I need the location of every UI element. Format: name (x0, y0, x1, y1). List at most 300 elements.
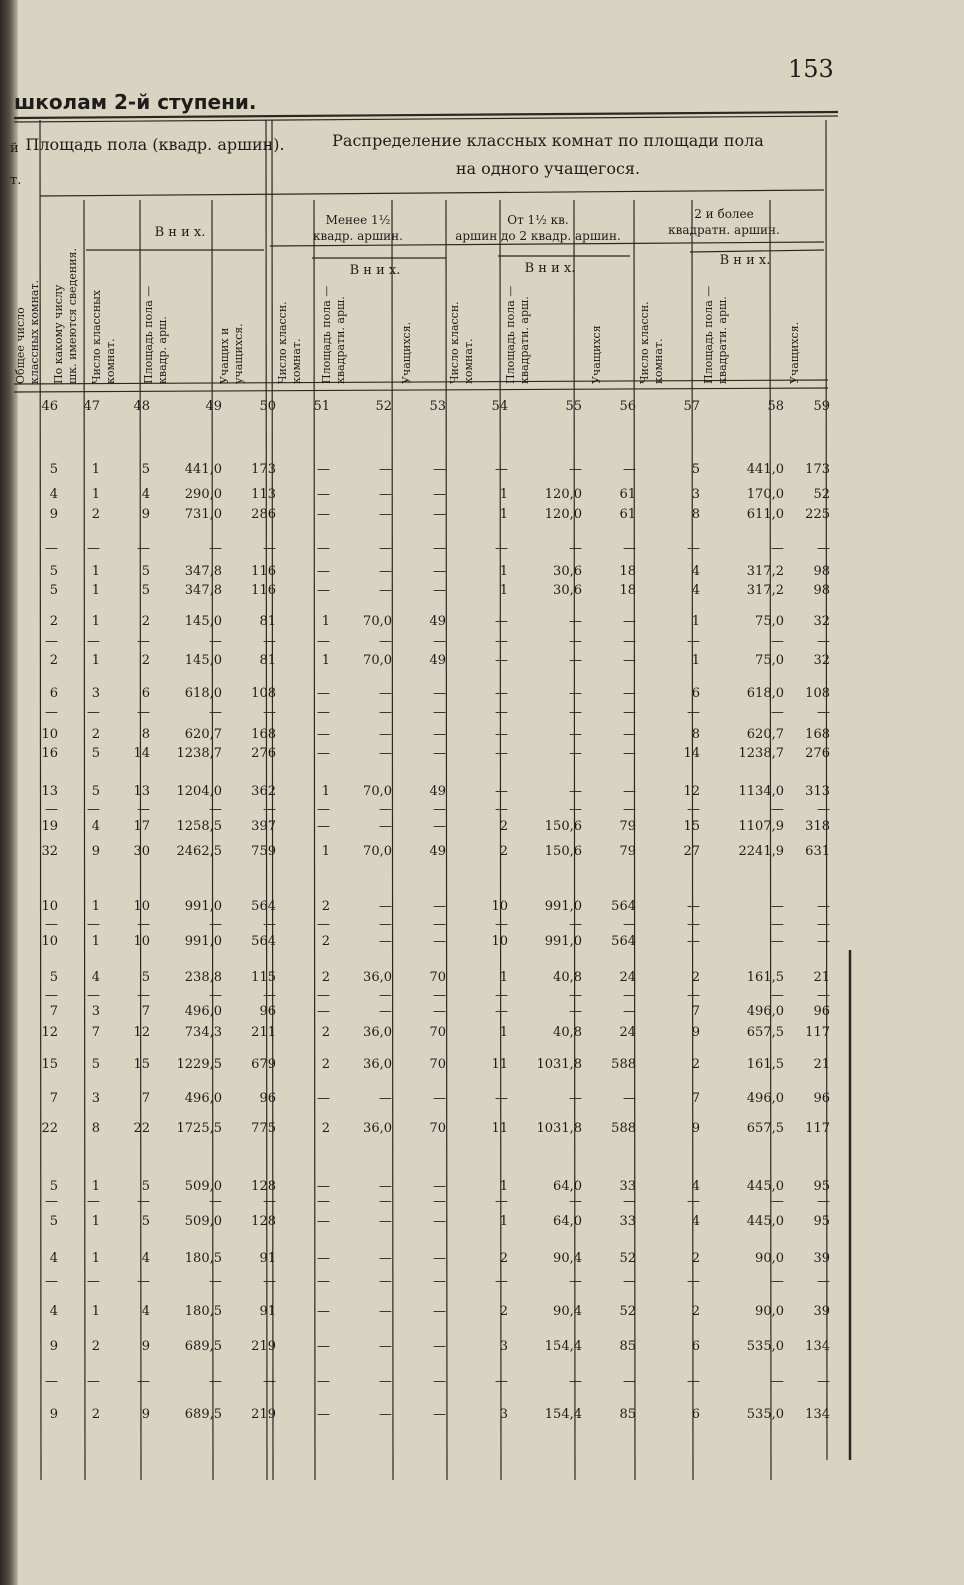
table-row (50, 614, 830, 629)
table-cell: 1 (499, 1025, 508, 1040)
table-cell: 5 (691, 462, 700, 477)
table-cell: — (317, 819, 330, 834)
table-cell: 618,0 (184, 686, 222, 701)
table-row (45, 917, 830, 932)
table-cell: — (379, 487, 392, 502)
table-cell: 117 (805, 1025, 830, 1040)
table-cell: 1 (91, 487, 100, 502)
column-header-line: квадрати. арш. (518, 296, 531, 384)
table-cell: 4 (91, 819, 100, 834)
table-cell: — (317, 507, 330, 522)
table-cell: 10 (41, 899, 58, 914)
table-row (41, 844, 830, 859)
table-cell: 4 (49, 1304, 58, 1319)
table-cell: 116 (251, 564, 276, 579)
table-cell: 96 (813, 1091, 830, 1106)
table-row (41, 1025, 830, 1040)
table-cell: 168 (251, 727, 276, 742)
less-1-5-header (313, 213, 403, 243)
table-cell: 30,6 (553, 564, 582, 579)
table-cell: — (379, 1004, 392, 1019)
table-cell: 108 (805, 686, 830, 701)
table-cell: 5 (49, 1179, 58, 1194)
table-cell: 15 (133, 1057, 150, 1072)
table-cell: 145,0 (184, 653, 222, 668)
table-cell: 1258,5 (176, 819, 222, 834)
table-cell: — (817, 541, 830, 556)
table-cell: — (433, 487, 446, 502)
table-cell: 611,0 (746, 507, 784, 522)
table-cell: — (317, 634, 330, 649)
table-row (41, 899, 830, 914)
table-cell: — (433, 727, 446, 742)
table-cell: — (45, 1374, 58, 1389)
table-cell: — (623, 1091, 636, 1106)
table-cell: 689,5 (184, 1407, 222, 1422)
column-header (788, 322, 801, 384)
table-cell: — (379, 1251, 392, 1266)
table-cell: 16 (41, 746, 58, 761)
table-cell: — (495, 614, 508, 629)
table-cell: 2 (141, 653, 150, 668)
v-nikh-header-less: В н и х. (349, 263, 401, 278)
table-row (50, 653, 830, 668)
column-number: 57 (683, 399, 700, 414)
table-cell: 24 (619, 970, 636, 985)
table-cell: — (495, 746, 508, 761)
table-cell: 1 (91, 1304, 100, 1319)
column-header-text (638, 301, 665, 384)
table-cell: 30,6 (553, 583, 582, 598)
column-number: 53 (429, 399, 446, 414)
page-number: 153 (788, 55, 834, 83)
table-cell: 496,0 (746, 1091, 784, 1106)
table-cell: 52 (619, 1251, 636, 1266)
table-cell: — (771, 917, 784, 932)
table-cell: 32 (813, 653, 830, 668)
table-cell: — (45, 1274, 58, 1289)
table-cell: 15 (683, 819, 700, 834)
table-cell: 2 (499, 819, 508, 834)
table-cell: 4 (49, 487, 58, 502)
table-cell: 9 (691, 1025, 700, 1040)
table-row (50, 1091, 830, 1106)
table-cell: 70 (429, 1057, 446, 1072)
table-cell: 3 (91, 686, 100, 701)
table-cell: — (623, 1274, 636, 1289)
table-cell: 496,0 (184, 1004, 222, 1019)
column-header-line: Число классных (90, 289, 103, 384)
table-cell: 2 (321, 1057, 330, 1072)
table-cell: 10 (491, 934, 508, 949)
table-cell: 70 (429, 1121, 446, 1136)
table-cell: 120,0 (544, 507, 582, 522)
table-cell: — (317, 1004, 330, 1019)
table-cell: 1 (691, 614, 700, 629)
column-headers (14, 248, 801, 384)
column-number: 56 (619, 399, 636, 414)
table-cell: 10 (491, 899, 508, 914)
table-cell: — (687, 634, 700, 649)
table-cell: — (317, 917, 330, 932)
table-cell: 36,0 (363, 1025, 392, 1040)
table-cell: 14 (683, 746, 700, 761)
table-cell: — (379, 746, 392, 761)
table-cell: 2 (321, 899, 330, 914)
table-cell: 4 (141, 487, 150, 502)
table-cell: — (317, 487, 330, 502)
table-cell: 3 (91, 1004, 100, 1019)
table-cell: — (87, 802, 100, 817)
table-cell: — (45, 705, 58, 720)
table-cell: 75,0 (755, 653, 784, 668)
table-row (41, 819, 830, 834)
table-cell: — (771, 934, 784, 949)
table-cell: — (379, 583, 392, 598)
table-cell: — (137, 1274, 150, 1289)
table-cell: — (495, 634, 508, 649)
table-cell: 2 (321, 1121, 330, 1136)
table-cell: — (495, 988, 508, 1003)
table-cell: 2 (321, 934, 330, 949)
table-cell: — (45, 802, 58, 817)
table-cell: 4 (691, 1179, 700, 1194)
table-body (41, 462, 830, 1422)
table-cell: — (771, 899, 784, 914)
table-cell: 5 (141, 970, 150, 985)
table-cell: 98 (813, 564, 830, 579)
table-cell: 1 (321, 844, 330, 859)
table-cell: 9 (49, 1339, 58, 1354)
table-cell: 276 (805, 746, 830, 761)
table-cell: 96 (259, 1004, 276, 1019)
table-cell: 5 (49, 583, 58, 598)
table-cell: 509,0 (184, 1179, 222, 1194)
table-cell: 9 (49, 507, 58, 522)
table-cell: 2 (49, 614, 58, 629)
column-header-line: Площадь пола — (504, 285, 517, 384)
table-cell: — (45, 1194, 58, 1209)
v-nikh-header-floor: В н и х. (154, 225, 206, 240)
table-cell: — (687, 899, 700, 914)
table-cell: — (379, 705, 392, 720)
table-cell: 22 (133, 1121, 150, 1136)
table-cell: — (379, 1194, 392, 1209)
table-cell: — (379, 727, 392, 742)
table-cell: 535,0 (746, 1339, 784, 1354)
table-cell: 161,5 (746, 970, 784, 985)
table-cell: 6 (691, 686, 700, 701)
table-cell: 30 (133, 844, 150, 859)
table-cell: 276 (251, 746, 276, 761)
table-cell: 1 (499, 507, 508, 522)
table-cell: — (569, 1004, 582, 1019)
table-cell: — (433, 1091, 446, 1106)
table-cell: 1031,8 (536, 1121, 582, 1136)
table-cell: — (263, 802, 276, 817)
table-row (50, 686, 830, 701)
table-cell: 689,5 (184, 1339, 222, 1354)
table-cell: 1 (691, 653, 700, 668)
table-cell: — (569, 686, 582, 701)
table-cell: 290,0 (184, 487, 222, 502)
running-head: школам 2-й ступени. (14, 90, 257, 114)
table-cell: — (433, 1194, 446, 1209)
table-cell: — (209, 917, 222, 932)
table-cell: 2 (49, 653, 58, 668)
table-cell: 150,6 (544, 844, 582, 859)
table-cell: 2 (499, 844, 508, 859)
table-cell: 90,4 (553, 1304, 582, 1319)
two-or-more-header (668, 207, 780, 237)
column-header-line: Учащих и (218, 327, 231, 384)
table-cell: 225 (805, 507, 830, 522)
table-cell: 32 (813, 614, 830, 629)
table-cell: — (379, 1274, 392, 1289)
table-cell: — (433, 1374, 446, 1389)
column-numbers (41, 399, 830, 414)
table-cell: 2241,9 (738, 844, 784, 859)
table-cell: 2462,5 (176, 844, 222, 859)
table-cell: 4 (49, 1251, 58, 1266)
table-cell: — (433, 1251, 446, 1266)
table-cell: — (263, 634, 276, 649)
table-cell: — (87, 988, 100, 1003)
table-cell: — (317, 988, 330, 1003)
table-cell: — (817, 1374, 830, 1389)
v-nikh-header-from: В н и х. (524, 261, 576, 276)
table-cell: 33 (619, 1179, 636, 1194)
column-number: 50 (259, 399, 276, 414)
header-line: квадр. аршин. (313, 229, 403, 243)
column-header-line: классных комнат. (28, 279, 41, 384)
table-cell: 679 (251, 1057, 276, 1072)
column-header-line: Площадь пола — (142, 285, 155, 384)
table-cell: 1229,5 (176, 1057, 222, 1072)
table-cell: — (495, 1004, 508, 1019)
table-cell: — (379, 541, 392, 556)
table-cell: 6 (141, 686, 150, 701)
table-cell: 91 (259, 1251, 276, 1266)
table-cell: 180,5 (184, 1251, 222, 1266)
table-cell: — (687, 988, 700, 1003)
table-cell: 496,0 (746, 1004, 784, 1019)
table-cell: 49 (429, 844, 446, 859)
column-header-text (504, 286, 531, 384)
table-cell: 10 (41, 727, 58, 742)
table-cell: 317,2 (746, 564, 784, 579)
table-cell: 4 (141, 1251, 150, 1266)
table-cell: 3 (91, 1091, 100, 1106)
table-cell: — (817, 917, 830, 932)
table-cell: 2 (91, 1407, 100, 1422)
table-cell: — (379, 1407, 392, 1422)
table-cell: — (379, 462, 392, 477)
floor-area-header (25, 135, 284, 154)
table-cell: 12 (41, 1025, 58, 1040)
table-cell: 620,7 (184, 727, 222, 742)
table-cell: — (433, 583, 446, 598)
table-cell: 219 (251, 1339, 276, 1354)
table-cell: 5 (141, 564, 150, 579)
table-row (50, 583, 830, 598)
table-row (50, 507, 830, 522)
table-row (45, 541, 830, 556)
table-cell: 8 (141, 727, 150, 742)
table-cell: 64,0 (553, 1179, 582, 1194)
table-cell: 134 (805, 1407, 830, 1422)
table-row (50, 1179, 830, 1194)
table-cell: 2 (321, 1025, 330, 1040)
table-cell: 10 (41, 934, 58, 949)
table-cell: — (137, 1194, 150, 1209)
table-row (41, 934, 830, 949)
table-cell: 1725,5 (176, 1121, 222, 1136)
table-cell: 52 (813, 487, 830, 502)
table-cell: 9 (91, 844, 100, 859)
table-cell: 1 (499, 487, 508, 502)
table-row (45, 988, 830, 1003)
table-cell: 70,0 (363, 784, 392, 799)
table-cell: — (317, 1214, 330, 1229)
table-cell: — (687, 1274, 700, 1289)
table-cell: 657,5 (746, 1121, 784, 1136)
column-header (702, 286, 729, 384)
column-header-line: Число классн. (638, 301, 651, 384)
table-cell: — (433, 819, 446, 834)
column-header-line: Число классн. (276, 301, 289, 384)
column-header-line: Учащихся (590, 325, 603, 384)
table-cell: 173 (251, 462, 276, 477)
table-cell: 12 (133, 1025, 150, 1040)
table-cell: 2 (691, 970, 700, 985)
table-cell: — (433, 1407, 446, 1422)
table-row (50, 1339, 830, 1354)
column-header-text (142, 286, 169, 384)
table-cell: — (433, 462, 446, 477)
table-cell: — (209, 1274, 222, 1289)
table-cell: — (317, 1179, 330, 1194)
table-cell: 4 (141, 1304, 150, 1319)
table-cell: 7 (691, 1004, 700, 1019)
table-cell: — (623, 653, 636, 668)
table-cell: 7 (91, 1025, 100, 1040)
table-cell: — (495, 541, 508, 556)
table-cell: 98 (813, 583, 830, 598)
table-cell: 96 (813, 1004, 830, 1019)
table-cell: 238,8 (184, 970, 222, 985)
table-cell: 1 (321, 784, 330, 799)
table-cell: 81 (259, 653, 276, 668)
table-cell: 4 (691, 1214, 700, 1229)
table-cell: — (137, 917, 150, 932)
table-cell: 10 (133, 899, 150, 914)
table-cell: — (495, 462, 508, 477)
table-cell: — (317, 686, 330, 701)
table-cell: 5 (141, 583, 150, 598)
table-cell: — (433, 917, 446, 932)
table-cell: 5 (91, 1057, 100, 1072)
table-cell: 1 (91, 1179, 100, 1194)
table-cell: 657,5 (746, 1025, 784, 1040)
table-cell: — (87, 541, 100, 556)
table-cell: — (87, 917, 100, 932)
partial-left-label: т. (10, 173, 22, 188)
header-line: Площадь пола (квадр. аршин). (25, 135, 285, 154)
table-cell: — (209, 634, 222, 649)
table-row (45, 802, 830, 817)
table-cell: 8 (691, 507, 700, 522)
table-cell: — (433, 1339, 446, 1354)
table-cell: 362 (251, 784, 276, 799)
table-cell: — (317, 1194, 330, 1209)
table-cell: 95 (813, 1214, 830, 1229)
table-cell: 7 (691, 1091, 700, 1106)
table-cell: 286 (251, 507, 276, 522)
table-cell: — (209, 705, 222, 720)
table-cell: — (317, 541, 330, 556)
table-cell: 70 (429, 970, 446, 985)
table-cell: — (623, 614, 636, 629)
table-cell: — (209, 1374, 222, 1389)
header-line: на одного учащегося. (455, 159, 641, 178)
table-row (41, 1121, 830, 1136)
column-header-text (788, 322, 801, 384)
table-cell: 6 (691, 1339, 700, 1354)
table-cell: — (379, 507, 392, 522)
table-cell: — (569, 653, 582, 668)
table-cell: — (817, 1274, 830, 1289)
table-cell: — (433, 934, 446, 949)
table-cell: 10 (133, 934, 150, 949)
table-cell: — (379, 1339, 392, 1354)
column-header-line: Площадь пола — (702, 285, 715, 384)
table-cell: 161,5 (746, 1057, 784, 1072)
table-cell: — (433, 802, 446, 817)
table-row (41, 784, 830, 799)
table-cell: 1238,7 (738, 746, 784, 761)
table-cell: — (687, 1194, 700, 1209)
table-cell: 318 (805, 819, 830, 834)
table-cell: — (45, 988, 58, 1003)
table-cell: — (433, 1304, 446, 1319)
table-cell: — (569, 988, 582, 1003)
table-cell: — (433, 705, 446, 720)
table-cell: 1 (91, 934, 100, 949)
table-cell: — (569, 746, 582, 761)
table-cell: — (433, 634, 446, 649)
table-cell: — (317, 1274, 330, 1289)
table-cell: — (569, 784, 582, 799)
column-number: 55 (565, 399, 582, 414)
table-cell: 113 (251, 487, 276, 502)
table-cell: — (771, 988, 784, 1003)
table-cell: — (87, 705, 100, 720)
table-cell: 70,0 (363, 614, 392, 629)
table-cell: 631 (805, 844, 830, 859)
table-cell: 15 (41, 1057, 58, 1072)
table-cell: — (137, 634, 150, 649)
table-cell: 588 (611, 1057, 636, 1072)
table-cell: — (569, 1374, 582, 1389)
table-cell: — (263, 917, 276, 932)
table-cell: — (317, 1091, 330, 1106)
table-cell: 49 (429, 653, 446, 668)
table-cell: — (495, 686, 508, 701)
table-cell: 90,4 (553, 1251, 582, 1266)
table-row (50, 1407, 830, 1422)
table-cell: 117 (805, 1121, 830, 1136)
